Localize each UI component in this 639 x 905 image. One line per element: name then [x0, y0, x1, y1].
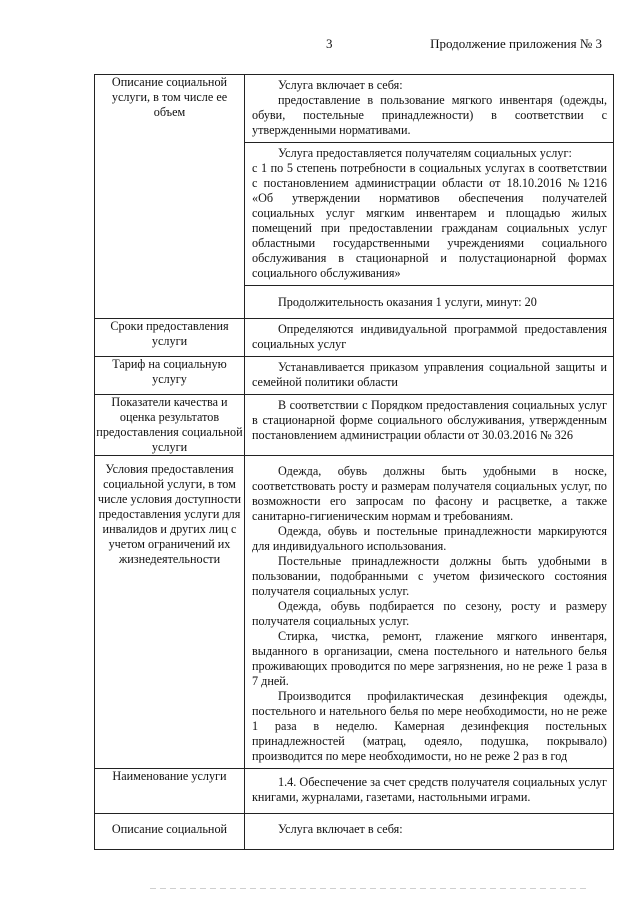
conditions-paragraph: Одежда, обувь и постельные принадлежности маркируются для индивидуального использования. — [252, 524, 607, 553]
conditions-paragraph: Производится профилактическая дезинфекция одежды, постельного и нательного белья по мере необходимости, но не реже 1 раза в неделю. Камерная дезинфекция постельных принадлежностей (матрац, одеяло, подушка, покрывало) производится по мере необходимости, но не реже 2 раз в год — [252, 689, 607, 763]
includes-block — [245, 75, 613, 142]
value-description — [245, 75, 614, 319]
conditions-paragraph: Одежда, обувь должны быть удобными в носке, соответствовать росту и размерам получателя социальных услуг, по возможности его запросам по фасону и расцветке, а также санитарно-гигиеническим нормам и требованиям. — [252, 464, 607, 523]
duration-text: Продолжительность оказания 1 услуги, минут: 20 — [278, 295, 537, 309]
row-tariff — [95, 357, 614, 395]
value-quality: В соответствии с Порядком предоставления социальных услуг в стационарной форме социального обслуживания, утвержденным постановлением администрации области от 30.03.2016 № 326 — [252, 398, 607, 442]
label-terms: Сроки предоставления услуги — [95, 319, 245, 357]
scan-edge-line — [150, 888, 590, 889]
label-quality: Показатели качества и оценка результатов предоставления социальной услуги — [96, 395, 243, 454]
value-tariff: Устанавливается приказом управления социальной защиты и семейной политики области — [252, 360, 607, 389]
recipients-text: с 1 по 5 степень потребности в социальных услугах в соответствии с постановлением администрации области от 18.10.2016 №1216 «Об утверждении нормативов обеспечения получателей социальных услуг мягким инвентарем и площадью жилых помещений при предоставлении гражданам социальных услуг областными государственными учреждениями социального обслуживания в стационарной и полустационарной формах социального обслуживания» — [252, 161, 607, 280]
value-description-2: Услуга включает в себя: — [278, 822, 403, 836]
row-description — [95, 75, 614, 319]
row-conditions — [95, 456, 614, 769]
label-description: Описание социальной услуги, в том числе ее объем — [95, 75, 245, 319]
services-table — [94, 74, 614, 850]
label-service-name: Наименование услуги — [95, 769, 245, 814]
row-quality — [95, 395, 614, 456]
conditions-paragraph: Постельные принадлежности должны быть удобными в пользовании, подобранными с учетом физического состояния получателя социальных услуг. — [252, 554, 607, 598]
duration-block — [245, 285, 613, 318]
value-terms: Определяются индивидуальной программой предоставления социальных услуг — [252, 322, 607, 351]
recipients-title: Услуга предоставляется получателям социальных услуг: — [278, 146, 572, 160]
row-service-name — [95, 769, 614, 814]
label-conditions: Условия предоставления социальной услуги, в том числе условия доступности предоставления услуги для инвалидов и других лиц с учетом ограничений их жизнедеятельности — [95, 456, 245, 769]
conditions-paragraph: Одежда, обувь подбирается по сезону, росту и размеру получателя социальных услуг. — [252, 599, 607, 628]
value-service-name: 1.4. Обеспечение за счет средств получателя социальных услуг книгами, журналами, газетами, настольными играми. — [252, 775, 607, 804]
row-description-2 — [95, 814, 614, 850]
page-number: 3 — [326, 36, 333, 51]
includes-title: Услуга включает в себя: — [278, 78, 403, 92]
recipients-block — [245, 142, 613, 285]
label-tariff: Тариф на социальную услугу — [95, 357, 245, 395]
conditions-block — [245, 456, 613, 768]
row-terms — [95, 319, 614, 357]
includes-text: предоставление в пользование мягкого инвентаря (одежды, обуви, постельные принадлежности) в соответствии с утвержденными нормативами. — [252, 93, 607, 137]
page-header — [0, 36, 639, 56]
conditions-paragraph: Стирка, чистка, ремонт, глажение мягкого инвентаря, выданного в организации, смена постельного и нательного белья проживающих проводится по мере загрязнения, но не реже 1 раза в 7 дней. — [252, 629, 607, 688]
appendix-continuation: Продолжение приложения № 3 — [430, 36, 602, 51]
label-description-2: Описание социальной — [95, 814, 245, 850]
